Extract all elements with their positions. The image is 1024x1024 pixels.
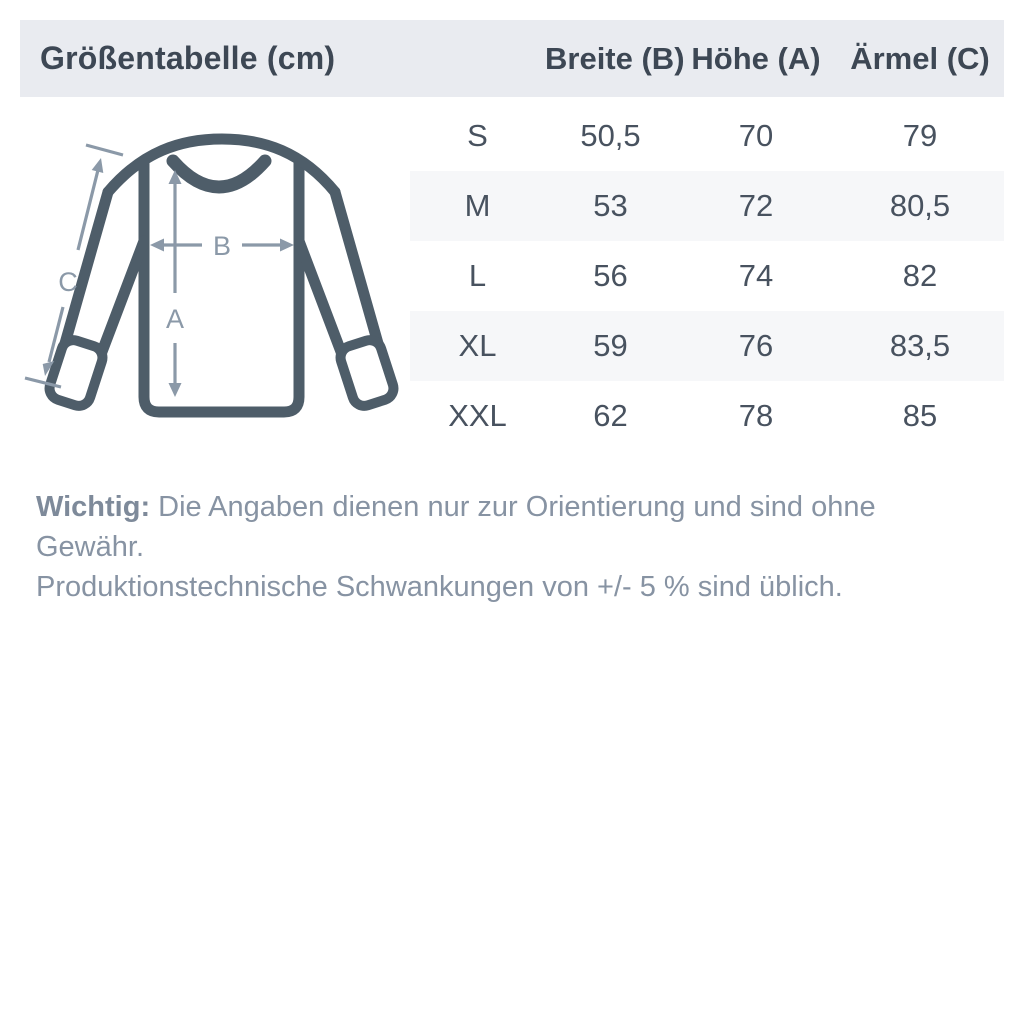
size-cell: S (467, 118, 488, 153)
dimension-a-arrow (166, 170, 184, 397)
sweater-right-cuff (337, 337, 396, 409)
dimension-b-label: B (212, 231, 232, 261)
column-header-aermel: Ärmel (C) (850, 40, 990, 76)
sweater-left-cuff (46, 337, 105, 409)
aermel-cell: 85 (902, 398, 938, 433)
size-row-xxl (410, 381, 1004, 451)
size-row-l (410, 241, 1004, 311)
sweater-diagram (22, 125, 402, 445)
aermel-cell: 80,5 (889, 188, 951, 223)
size-row-xl (410, 311, 1004, 381)
size-row-s (410, 101, 1004, 171)
size-cell: M (464, 188, 491, 223)
column-header-hoehe: Höhe (A) (691, 40, 821, 76)
disclaimer-line1: Die Angaben dienen nur zur Orientierung und sind ohne Gewähr. (36, 491, 876, 563)
column-header-breite: Breite (B) (545, 40, 685, 76)
hoehe-cell: 78 (738, 398, 774, 433)
breite-cell: 53 (593, 188, 628, 223)
dimension-b-arrow (150, 231, 294, 261)
sweater-right-sleeve-outer (335, 192, 379, 347)
breite-cell: 50,5 (580, 118, 641, 153)
breite-cell: 56 (593, 258, 628, 293)
breite-cell: 62 (593, 398, 628, 433)
disclaimer-note (36, 487, 986, 607)
size-cell: L (468, 258, 487, 293)
hoehe-cell: 70 (738, 118, 774, 153)
disclaimer-line2: Produktionstechnische Schwankungen von +/- 5 % sind üblich. (36, 571, 843, 603)
aermel-cell: 82 (902, 258, 938, 293)
sweater-collar (173, 161, 265, 187)
sweater-right-sleeve-inner (299, 241, 343, 357)
aermel-cell: 79 (902, 118, 938, 153)
dimension-a-label: A (165, 304, 185, 334)
hoehe-cell: 76 (738, 328, 774, 363)
dimension-c-label: C (58, 267, 78, 297)
sweater-body (144, 163, 299, 412)
hoehe-cell: 72 (738, 188, 774, 223)
size-row-m (410, 171, 1004, 241)
size-table (410, 101, 1004, 451)
breite-cell: 59 (593, 328, 628, 363)
hoehe-cell: 74 (738, 258, 774, 293)
sweater-left-sleeve-inner (100, 241, 144, 357)
disclaimer-label: Wichtig: (36, 491, 151, 523)
page-title: Größentabelle (cm) (40, 40, 336, 76)
size-chart-header (20, 20, 1004, 97)
aermel-cell: 83,5 (889, 328, 951, 363)
size-cell: XL (458, 328, 497, 363)
size-cell: XXL (448, 398, 507, 433)
